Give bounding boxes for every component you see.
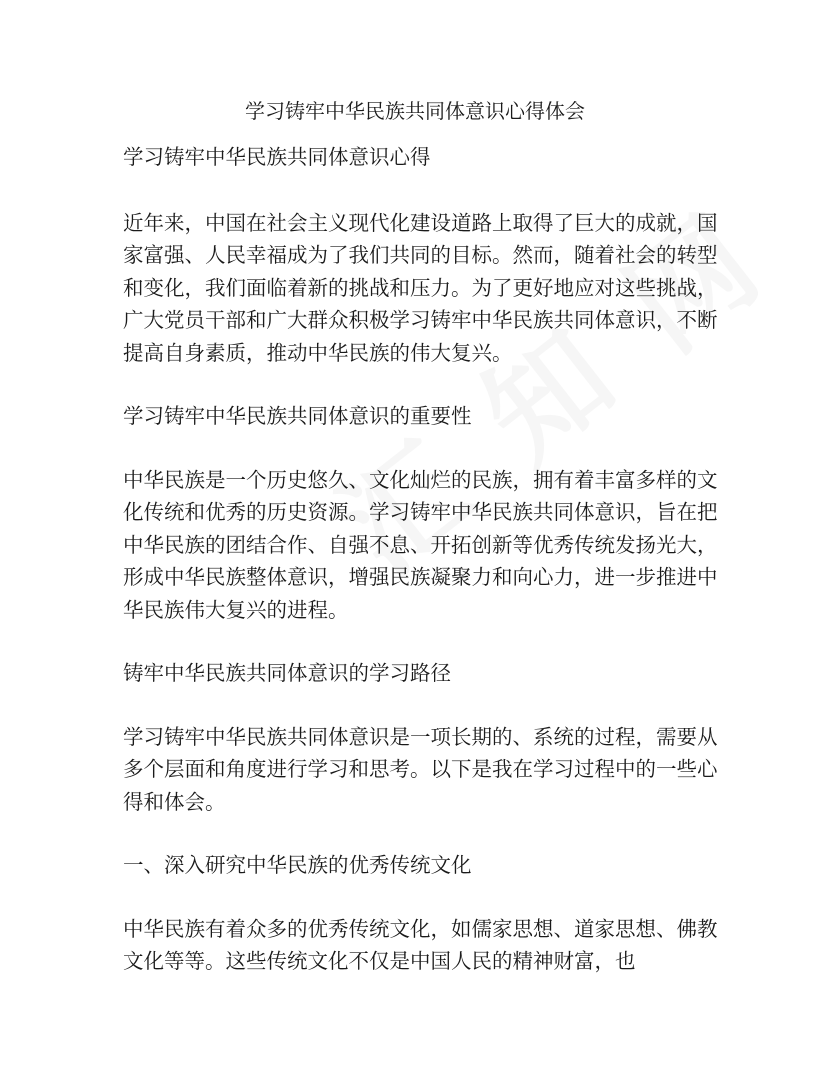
section-heading: 铸牢中华民族共同体意识的学习路径	[123, 661, 451, 685]
body-paragraph: 中华民族是一个历史悠久、文化灿烂的民族，拥有着丰富多样的文化传统和优秀的历史资源。学习铸牢中华民族共同体意识，旨在把中华民族的团结合作、自强不息、开拓创新等优秀传统发扬光大，形成中华民族整体意识，增强民族凝聚力和向心力，进一步推进中华民族伟大复兴的进程。	[123, 467, 718, 622]
body-paragraph: 中华民族有着众多的优秀传统文化，如儒家思想、道家思想、佛教文化等等。这些传统文化不仅是中国人民的精神财富，也	[123, 916, 718, 973]
document-title: 学习铸牢中华民族共同体意识心得体会	[245, 99, 585, 123]
body-paragraph: 近年来，中国在社会主义现代化建设道路上取得了巨大的成就，国家富强、人民幸福成为了我们共同的目标。然而，随着社会的转型和变化，我们面临着新的挑战和压力。为了更好地应对这些挑战，广大党员干部和广大群众积极学习铸牢中华民族共同体意识，不断提高自身素质，推动中华民族的伟大复兴。	[123, 210, 718, 365]
body-paragraph: 学习铸牢中华民族共同体意识是一项长期的、系统的过程，需要从多个层面和角度进行学习和思考。以下是我在学习过程中的一些心得和体会。	[123, 724, 718, 814]
document-body	[123, 141, 723, 1009]
section-heading: 学习铸牢中华民族共同体意识心得	[123, 145, 431, 169]
section-heading: 一、深入研究中华民族的优秀传统文化	[123, 853, 472, 877]
section-heading: 学习铸牢中华民族共同体意识的重要性	[123, 404, 472, 428]
